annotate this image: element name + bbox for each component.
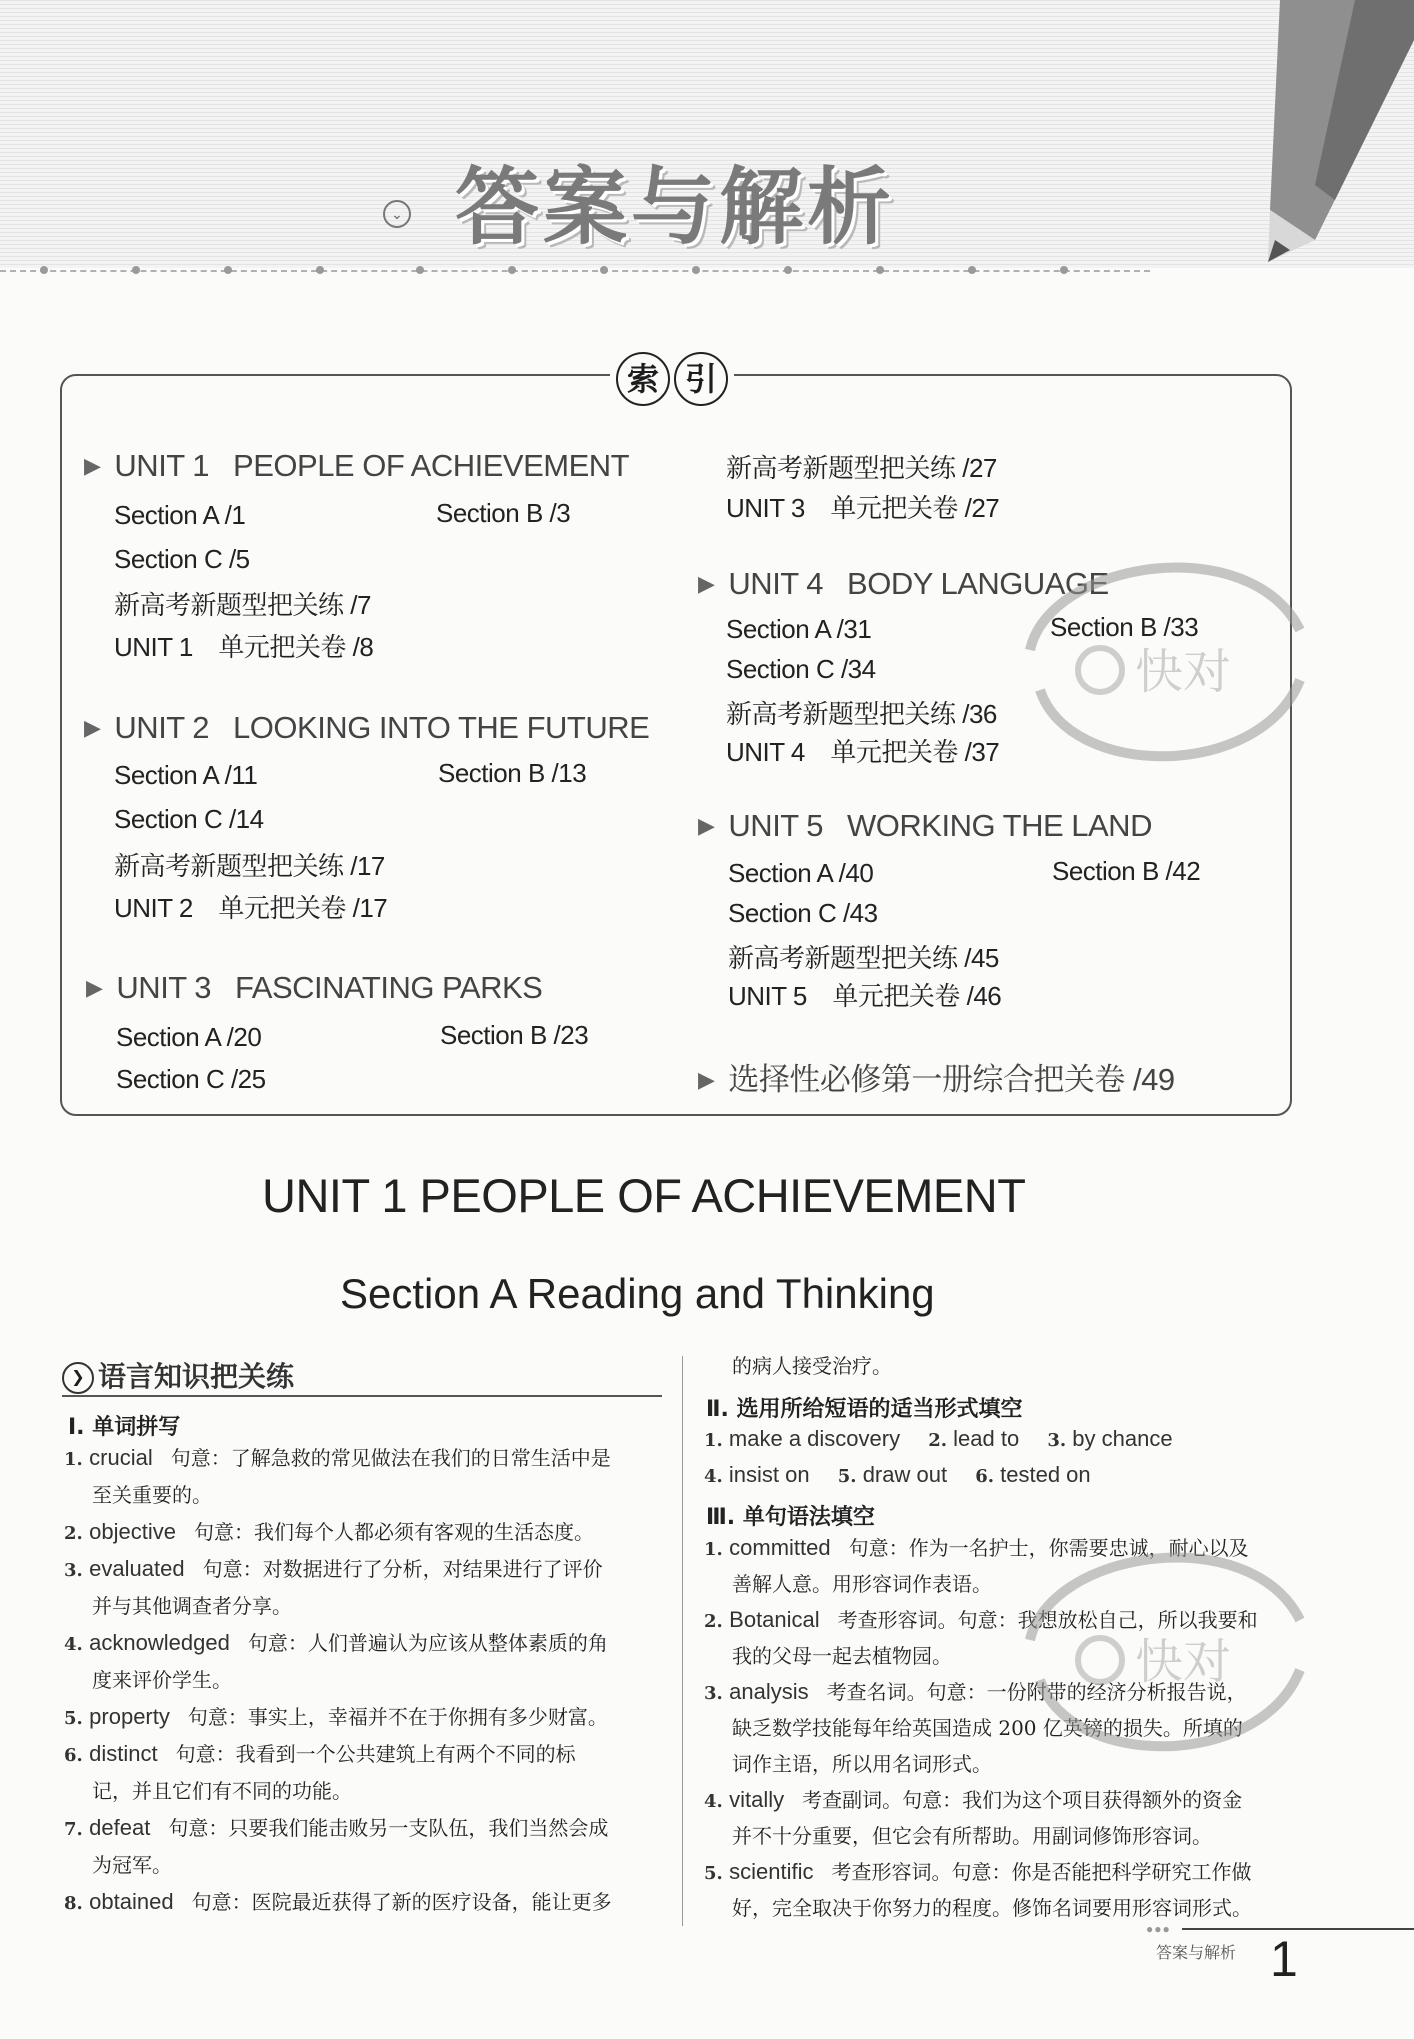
chevron-down-icon: ⌄ bbox=[383, 200, 411, 228]
answer-line: 4. acknowledged 句意：人们普遍认为应该从整体素质的角 bbox=[64, 1630, 608, 1655]
footer-rule bbox=[1182, 1928, 1414, 1930]
answer-line: 好，完全取决于你努力的程度。修饰名词要用形容词形式。 bbox=[732, 1896, 1252, 1920]
answer-line: 6. distinct 句意：我看到一个公共建筑上有两个不同的标 bbox=[64, 1741, 576, 1766]
part-2-heading: Ⅱ. 选用所给短语的适当形式填空 bbox=[706, 1397, 1023, 1422]
section-title: Section A Reading and Thinking bbox=[340, 1270, 935, 1317]
part-3-heading: Ⅲ. 单句语法填空 bbox=[706, 1505, 875, 1530]
kuaidui-watermark-icon bbox=[1010, 540, 1310, 780]
index-unit-2[interactable]: ▶ UNIT 2 LOOKING INTO THE FUTURE bbox=[84, 710, 650, 745]
index-link[interactable]: Section C /5 bbox=[114, 544, 250, 574]
index-badge-char: 索 bbox=[616, 352, 670, 406]
triangle-right-icon: ▶ bbox=[698, 571, 715, 596]
index-link[interactable]: Section B /13 bbox=[438, 758, 587, 788]
index-link[interactable]: UNIT 5 单元把关卷 /46 bbox=[728, 981, 1002, 1011]
index-link[interactable]: Section C /14 bbox=[114, 804, 264, 834]
index-final-test[interactable]: ▶ 选择性必修第一册综合把关卷 /49 bbox=[698, 1062, 1175, 1097]
dotted-divider bbox=[0, 270, 1150, 278]
triangle-right-icon: ▶ bbox=[86, 975, 103, 1000]
answer-line: 4. vitally 考查副词。句意：我们为这个项目获得额外的资金 bbox=[704, 1787, 1243, 1812]
answer-line: 3. evaluated 句意：对数据进行了分析，对结果进行了评价 bbox=[64, 1556, 603, 1581]
triangle-right-icon: ▶ bbox=[698, 813, 715, 838]
answer-line: 的病人接受治疗。 bbox=[732, 1354, 892, 1378]
arrow-circle-icon: ❯ bbox=[62, 1362, 94, 1394]
index-unit-1[interactable]: ▶ UNIT 1 PEOPLE OF ACHIEVEMENT bbox=[84, 448, 630, 483]
answer-line: 善解人意。用形容词作表语。 bbox=[732, 1572, 992, 1596]
answer-line: 1. crucial 句意：了解急救的常见做法在我们的日常生活中是 bbox=[64, 1445, 611, 1470]
page-number: 1 bbox=[1270, 1931, 1298, 1987]
answer-line: 8. obtained 句意：医院最近获得了新的医疗设备，能让更多 bbox=[64, 1889, 612, 1914]
index-badge-char: 引 bbox=[674, 352, 728, 406]
index-link[interactable]: Section B /3 bbox=[436, 498, 571, 528]
answer-line: 3. analysis 考查名词。句意：一份附带的经济分析报告说， bbox=[704, 1679, 1247, 1704]
index-link[interactable]: 新高考新题型把关练 /45 bbox=[728, 943, 999, 973]
svg-text:快对: 快对 bbox=[1135, 1634, 1232, 1690]
page-title: 答案与解析 bbox=[455, 158, 896, 256]
answer-line: 并不十分重要，但它会有所帮助。用副词修饰形容词。 bbox=[732, 1824, 1212, 1848]
answer-line: 7. defeat 句意：只要我们能击败另一支队伍，我们当然会成 bbox=[64, 1815, 609, 1840]
phrase-answers-row: 1. make a discovery 2. lead to 3. by chance bbox=[704, 1426, 1173, 1451]
svg-text:快对: 快对 bbox=[1135, 644, 1232, 700]
triangle-right-icon: ▶ bbox=[84, 715, 101, 740]
answer-line: 我的父母一起去植物园。 bbox=[732, 1644, 952, 1668]
answer-line: 至关重要的。 bbox=[92, 1483, 212, 1507]
index-link[interactable]: 新高考新题型把关练 /17 bbox=[114, 851, 385, 881]
answer-line: 2. objective 句意：我们每个人都必须有客观的生活态度。 bbox=[64, 1519, 594, 1544]
part-1-heading: Ⅰ. 单词拼写 bbox=[68, 1415, 181, 1440]
index-link[interactable]: 新高考新题型把关练 /27 bbox=[726, 453, 997, 483]
index-link[interactable]: 新高考新题型把关练 /7 bbox=[114, 590, 371, 620]
index-badge bbox=[610, 352, 734, 406]
answer-line: 并与其他调查者分享。 bbox=[92, 1594, 292, 1618]
index-link[interactable]: Section B /33 bbox=[1050, 612, 1199, 642]
triangle-right-icon: ▶ bbox=[698, 1067, 715, 1092]
kuaidui-watermark-icon bbox=[1010, 1530, 1310, 1770]
answer-line: 词作主语，所以用名词形式。 bbox=[732, 1752, 992, 1776]
index-link[interactable]: UNIT 2 单元把关卷 /17 bbox=[114, 893, 388, 923]
answer-line: 5. scientific 考查形容词。句意：你是否能把科学研究工作做 bbox=[704, 1859, 1252, 1884]
column-divider bbox=[682, 1356, 683, 1926]
answer-line: 度来评价学生。 bbox=[92, 1668, 232, 1692]
answer-line: 记，并且它们有不同的功能。 bbox=[92, 1779, 352, 1803]
answer-line: 5. property 句意：事实上，幸福并不在于你拥有多少财富。 bbox=[64, 1704, 608, 1729]
index-link[interactable]: Section A /11 bbox=[114, 760, 258, 790]
practice-heading: ❯ 语言知识把关练 bbox=[62, 1355, 662, 1397]
answer-line: 1. committed 句意：作为一名护士，你需要忠诚，耐心以及 bbox=[704, 1535, 1249, 1560]
index-link[interactable]: Section A /40 bbox=[728, 858, 874, 888]
index-unit-3[interactable]: ▶ UNIT 3 FASCINATING PARKS bbox=[86, 970, 543, 1005]
index-link[interactable]: Section B /23 bbox=[440, 1020, 589, 1050]
index-link[interactable]: Section A /1 bbox=[114, 500, 246, 530]
index-link[interactable]: Section A /31 bbox=[726, 614, 872, 644]
index-link[interactable]: UNIT 3 单元把关卷 /27 bbox=[726, 493, 1000, 523]
answer-line: 为冠军。 bbox=[92, 1853, 172, 1877]
index-link[interactable]: Section A /20 bbox=[116, 1022, 262, 1052]
footer-label: 答案与解析 bbox=[1156, 1943, 1237, 1962]
index-link[interactable]: Section C /25 bbox=[116, 1064, 266, 1094]
index-link[interactable]: 新高考新题型把关练 /36 bbox=[726, 699, 997, 729]
answer-line: 缺乏数学技能每年给英国造成 200 亿英镑的损失。所填的 bbox=[732, 1716, 1243, 1740]
index-link[interactable]: UNIT 4 单元把关卷 /37 bbox=[726, 737, 1000, 767]
triangle-right-icon: ▶ bbox=[84, 453, 101, 478]
index-link[interactable]: Section C /34 bbox=[726, 654, 876, 684]
index-link[interactable]: Section B /42 bbox=[1052, 856, 1201, 886]
phrase-answers-row: 4. insist on 5. draw out 6. tested on bbox=[704, 1462, 1091, 1487]
index-unit-4[interactable]: ▶ UNIT 4 BODY LANGUAGE bbox=[698, 566, 1109, 601]
pencil-icon bbox=[1150, 0, 1414, 270]
index-link[interactable]: UNIT 1 单元把关卷 /8 bbox=[114, 632, 374, 662]
index-link[interactable]: Section C /43 bbox=[728, 898, 878, 928]
index-unit-5[interactable]: ▶ UNIT 5 WORKING THE LAND bbox=[698, 808, 1152, 843]
unit-title: UNIT 1 PEOPLE OF ACHIEVEMENT bbox=[262, 1169, 1026, 1222]
footer-dots: ●●● bbox=[1146, 1922, 1171, 1936]
answer-line: 2. Botanical 考查形容词。句意：我想放松自己，所以我要和 bbox=[704, 1607, 1258, 1632]
